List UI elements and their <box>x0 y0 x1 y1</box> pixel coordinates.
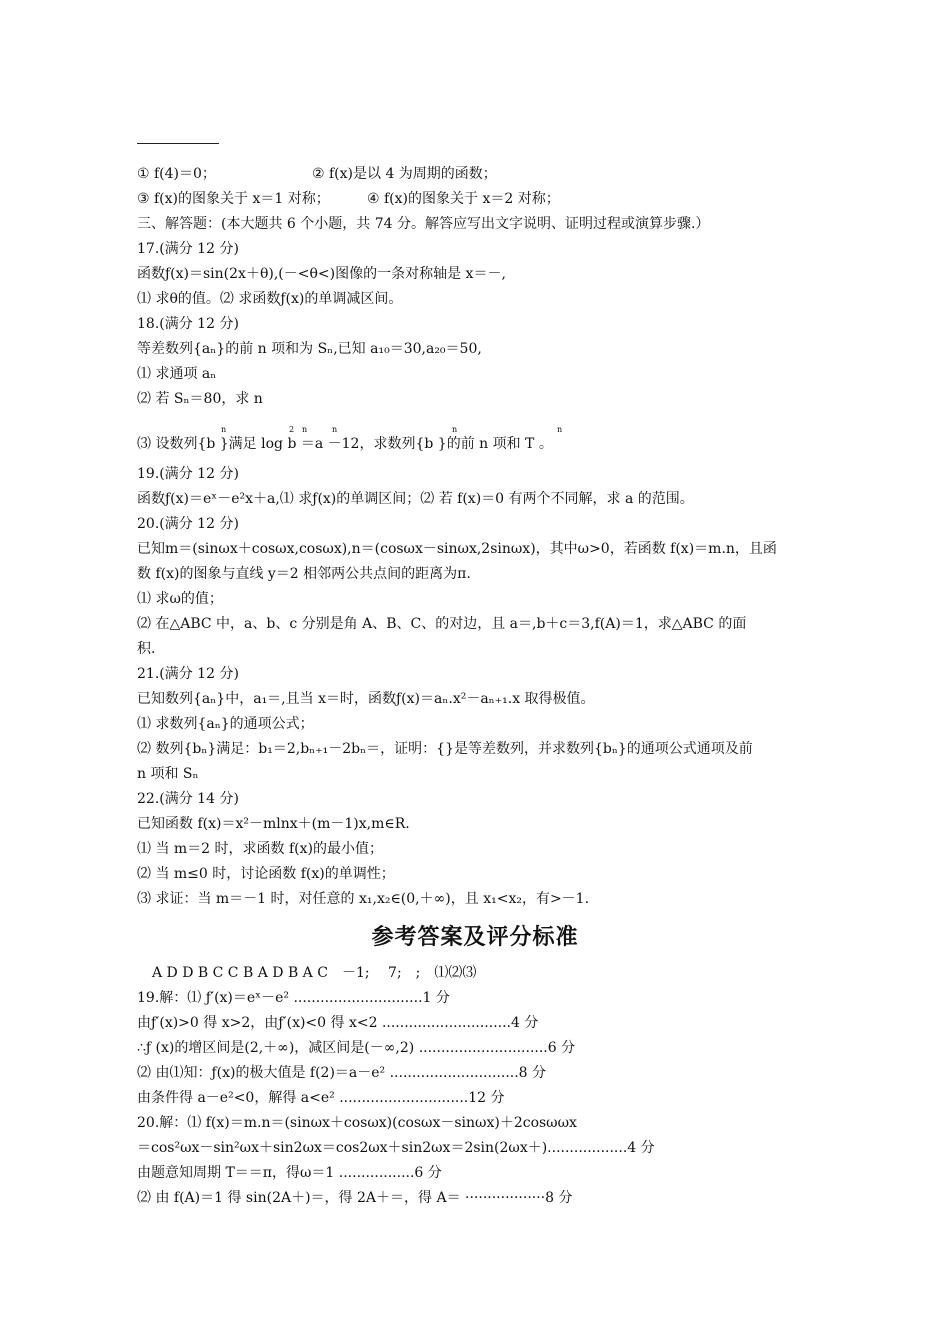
separator-line <box>137 143 219 144</box>
q19-text: 函数ƒ(x)＝eˣ－e²x＋a,⑴ 求ƒ(x)的单调区间；⑵ 若 f(x)＝0 有两个不同解，求 a 的范围。 <box>137 491 694 507</box>
answer20-line-2: ＝cos²ωx－sin²ωx＋sin2ωx＝cos2ωx＋sin2ωx＝2sin(2ωx＋)..................4 分 <box>137 1140 655 1156</box>
q17-subquestions: ⑴ 求θ的值。⑵ 求函数ƒ(x)的单调减区间。 <box>137 291 403 307</box>
q22-sub1: ⑴ 当 m＝2 时，求函数 f(x)的最小值； <box>137 841 383 857</box>
q17-heading: 17.(满分 12 分) <box>137 241 239 257</box>
q18-index-n-1: n <box>221 425 227 434</box>
q18-sub1: ⑴ 求通项 aₙ <box>137 366 217 382</box>
answer19-line-5: 由条件得 a－e²<0，解得 a<e² .............................12 分 <box>137 1090 505 1106</box>
q18-index-n-5: n <box>557 425 563 434</box>
section-heading: 三、解答题：(本大题共 6 个小题，共 74 分。解答应写出文字说明、证明过程或演算步骤.） <box>137 216 710 232</box>
q18-heading: 18.(满分 12 分) <box>137 316 239 332</box>
q21-sub2: ⑵ 数列{bₙ}满足：b₁＝2,bₙ₊₁－2bₙ＝，证明：{}是等差数列，并求数列{bₙ}的通项公式通项及前 <box>137 741 753 757</box>
q20-sub2: ⑵ 在△ABC 中，a、b、c 分别是角 A、B、C、的对边，且 a＝,b＋c＝3,f(A)＝1，求△ABC 的面 <box>137 616 747 632</box>
option-2: ② f(x)是以 4 为周期的函数； <box>312 166 497 182</box>
q19-heading: 19.(满分 12 分) <box>137 466 239 482</box>
q20-heading: 20.(满分 12 分) <box>137 516 239 532</box>
q22-sub3: ⑶ 求证：当 m＝－1 时，对任意的 x₁,x₂∈(0,＋∞)，且 x₁<x₂，有>－1. <box>137 891 590 907</box>
option-row-2 <box>137 190 817 208</box>
answer20-line-4: ⑵ 由 f(A)＝1 得 sin(2A＋)＝，得 2A＋＝，得 A＝ ··················8 分 <box>137 1190 573 1206</box>
option-row-1 <box>137 165 817 183</box>
answer20-line-1: 20.解：⑴ f(x)＝m.n＝(sinωx＋cosωx)(cosωx－sinωx)＋2cosωωx <box>137 1115 577 1131</box>
option-1: ① f(4)＝0； <box>137 166 216 182</box>
q22-heading: 22.(满分 14 分) <box>137 791 239 807</box>
q18-index-2: 2 <box>289 425 295 434</box>
answer19-line-1: 19.解：⑴ ƒ′(x)＝eˣ－e² .............................1 分 <box>137 990 450 1006</box>
q17-text: 函数ƒ(x)＝sin(2x＋θ),(－<θ<)图像的一条对称轴是 x＝－, <box>137 266 506 282</box>
q18-index-n-3: n <box>332 425 338 434</box>
q21-sub1: ⑴ 求数列{aₙ}的通项公式； <box>137 716 314 732</box>
option-3: ③ f(x)的图象关于 x＝1 对称； <box>137 191 330 207</box>
q21-heading: 21.(满分 12 分) <box>137 666 239 682</box>
q18-text: 等差数列{aₙ}的前 n 项和为 Sₙ,已知 a₁₀＝30,a₂₀＝50, <box>137 341 482 357</box>
q20-sub2-cont: 积. <box>137 641 156 657</box>
q20-text-2: 数 f(x)的图象与直线 y＝2 相邻两公共点间的距离为π. <box>137 566 471 582</box>
answer19-line-2: 由ƒ′(x)>0 得 x>2，由ƒ′(x)<0 得 x<2 .............................4 分 <box>137 1015 539 1031</box>
answers-choices: A D D B C C B A D B A C －1; 7; ; ⑴⑵⑶ <box>152 965 477 981</box>
answer19-line-3: ∴ƒ (x)的增区间是(2,＋∞)，减区间是(－∞,2) .............................6 分 <box>137 1040 576 1056</box>
q22-text: 已知函数 f(x)＝x²－mlnx＋(m－1)x,m∈R. <box>137 816 410 832</box>
answers-title: 参考答案及评分标准 <box>371 925 579 950</box>
answer19-line-4: ⑵ 由⑴知：ƒ(x)的极大值是 f(2)＝a－e² .............................8 分 <box>137 1065 547 1081</box>
q18-index-n-2: n <box>302 425 308 434</box>
q20-sub1: ⑴ 求ω的值； <box>137 591 223 607</box>
q18-sub2: ⑵ 若 Sₙ＝80，求 n <box>137 391 263 407</box>
q18-sub3: ⑶ 设数列{b }满足 log b ＝a －12，求数列{b }的前 n 项和 T 。 <box>137 436 553 452</box>
q20-text-1: 已知m＝(sinωx＋cosωx,cosωx),n＝(cosωx－sinωx,2sinωx)，其中ω>0，若函数 f(x)＝m.n，且函 <box>137 541 777 557</box>
option-4: ④ f(x)的图象关于 x＝2 对称； <box>367 191 560 207</box>
q21-text: 已知数列{aₙ}中，a₁＝,且当 x＝时，函数ƒ(x)＝aₙ.x²－aₙ₊₁.x 取得极值。 <box>137 691 595 707</box>
answer20-line-3: 由题意知周期 T＝＝π，得ω＝1 .................6 分 <box>137 1165 442 1181</box>
q22-sub2: ⑵ 当 m≤0 时，讨论函数 f(x)的单调性； <box>137 866 395 882</box>
q21-sub2-cont: n 项和 Sₙ <box>137 766 199 782</box>
q18-index-n-4: n <box>452 425 458 434</box>
